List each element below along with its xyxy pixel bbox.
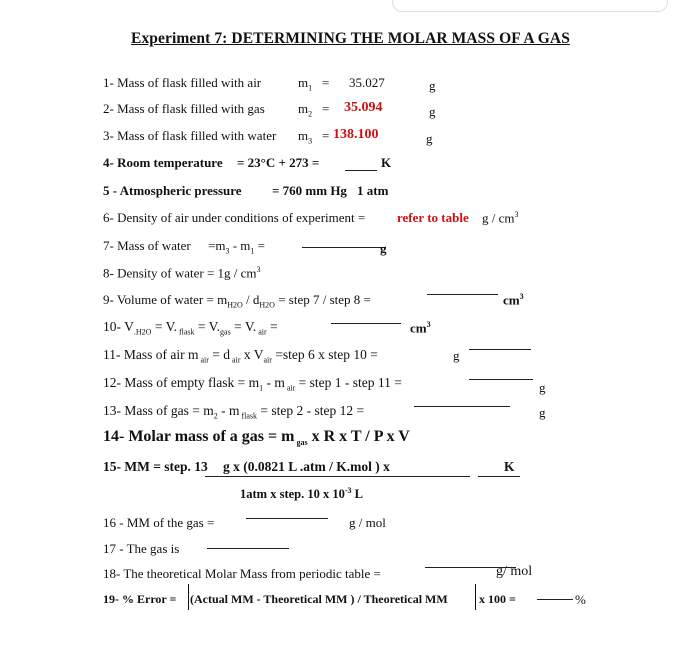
line-7-label: 7- Mass of water [103,238,191,253]
line-1-equals: = [322,75,330,90]
line-17-blank [207,548,289,549]
line-19-multiplier: x 100 = [479,592,516,606]
line-6-label: 6- Density of air under conditions of experiment = [103,210,366,225]
line-12-unit: g [539,380,546,395]
line-4-unit: K [381,155,392,170]
line-10-blank [331,323,401,324]
line-2-value: 35.094 [344,100,383,115]
line-3-unit: g [426,131,433,146]
line-13-unit: g [539,405,546,420]
line-18-unit: g/ mol [496,564,533,579]
line-5-label: 5 - Atmospheric pressure [103,183,242,198]
line-16-label: 16 - MM of the gas = [103,515,215,530]
line-7-unit: g [380,241,387,256]
abs-bar-left [188,584,189,610]
line-1-symbol: $m_1$ [298,75,313,93]
line-6-unit: g / $cm^3$ [482,210,519,226]
line-5-expression: = 760 mm Hg [272,183,347,198]
line-2-label: 2- Mass of flask filled with gas [103,101,265,116]
line-2-symbol: $m_2$ [298,101,313,119]
line-12-blank [469,379,533,380]
line-13-blank [414,406,510,407]
page-title: Experiment 7: DETERMINING THE MOLAR MASS OF A GAS [131,30,570,47]
line-7-blank [302,247,386,248]
abs-bar-right [475,584,476,610]
line-19-blank [537,599,573,600]
line-15-formula-rest: g x (0.0821 L .atm / K.mol ) x [223,459,390,474]
line-1-value: 35.027 [349,75,385,90]
line-2-unit: g [429,104,436,119]
line-12-label: 12- Mass of empty flask = $m_1$ - m $_{air}$ = step 1 - step 11 = [103,375,402,393]
line-6-reference: refer to table [397,210,469,225]
line-19-formula: (Actual MM - Theoretical MM ) / Theoretical MM [190,592,448,606]
top-toolbar-box [392,0,668,12]
line-7-expression: $=m_3 - m_1$ = [208,238,265,256]
line-10-unit: $cm^3$ [410,320,431,336]
line-11-label: 11- Mass of air m $_{air}$ = d $_{air}$ x $V_{air}$ =step 6 x step 10 = [103,347,378,365]
line-19-label: 19- % Error = [103,592,177,606]
line-4-label: 4- Room temperature [103,155,223,170]
line-5-value: 1 atm [357,183,389,198]
line-9-blank [427,294,498,295]
line-18-label: 18- The theoretical Molar Mass from periodic table = [103,566,381,581]
line-13-label: 13- Mass of gas = $m_2$ - m $_{flask}$ = step 2 - step 12 = [103,403,365,421]
line-8-label: 8- Density of water = $1g / cm^3$ [103,265,261,281]
line-9-label: 9- Volume of water = $m_{H2O} / d_{H2O}$ = step 7 / step 8 = [103,292,371,310]
line-15-blank [478,476,520,477]
line-1-label: 1- Mass of flask filled with air [103,75,262,90]
line-4-expression: = 23°C + 273 = [237,155,320,170]
line-3-value: 138.100 [333,127,379,142]
line-15-denominator: 1atm x step. 10 x $10^{-3}$ L [240,486,363,502]
line-16-unit: g / mol [349,515,386,530]
line-15-formula-start: 15- MM = step. 13 [103,459,208,474]
line-11-unit: g [453,348,460,363]
line-3-label: 3- Mass of flask filled with water [103,128,277,143]
line-19-unit: % [575,592,586,607]
line-9-unit: $cm^3$ [503,292,524,308]
line-2-equals: = [322,101,330,116]
line-3-symbol: $m_3$ [298,128,313,146]
line-14-formula: 14- Molar mass of a gas = m $_{gas}$ x R x T / P x V [103,428,410,448]
line-16-blank [246,518,328,519]
line-17-label: 17 - The gas is [103,541,180,556]
line-15-fraction-bar [205,476,470,477]
line-1-unit: g [429,78,436,93]
line-4-blank [345,170,377,171]
line-11-blank [469,349,531,350]
line-10-label: 10- $V_{.H2O} = V$. $_{flask} = V._{gas} = V$. $_{air}$ = [103,319,278,337]
line-3-equals: = [322,128,330,143]
line-15-unit: K [504,459,515,474]
